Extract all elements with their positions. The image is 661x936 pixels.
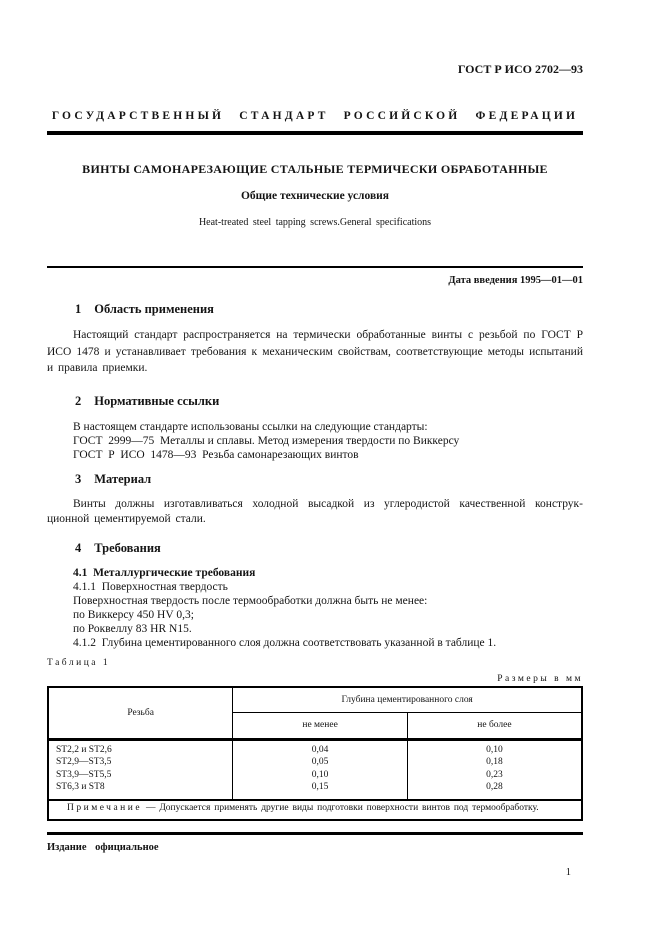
section-2-title: Нормативные ссылки [94,393,220,408]
reference-gost-r-iso-1478: ГОСТ Р ИСО 1478—93 Резьба самонарезающих винтов [73,448,359,461]
section-3-paragraph: Винты должны изготавливаться холодной высадкой из углеродистой качественной конструкционной цементируемой стали. [47,497,583,525]
cell-max: 0,18 [486,757,503,767]
table-body [48,739,582,800]
cell-max: 0,10 [407,739,582,756]
table-units-note: Размеры в мм [497,673,583,684]
subsection-4-1-1: 4.1.1 Поверхностная твердость [73,580,228,593]
section-4-title: Требования [94,540,161,555]
subsection-4-1-2: 4.1.2 Глубина цементированного слоя должна соответствовать указанной в таблице 1. [73,636,497,649]
section-1-paragraph: Настоящий стандарт распространяется на термически обработанные винты с резьбой по ГОСТ Р ИСО 1478 и устанавливает требования к механическим свойствам, соответствующие методы испытаний и правила приемки. [47,329,583,374]
cell-min: 0,05 [233,756,408,769]
document-subtitle: Общие технические условия [240,190,390,202]
subsection-4-1: 4.1 Металлургические требования [73,566,256,579]
section-2-intro: В настоящем стандарте использованы ссылки на следующие стандарты: [73,420,428,433]
cell-thread: ST2,2 и ST2,6 [48,739,233,756]
table-row [48,756,582,769]
vickers-hardness-value: по Виккерсу 450 HV 0,3; [73,608,194,621]
effective-date: Дата введения 1995—01—01 [448,275,583,286]
table-note-label: Примечание [67,802,143,813]
section-1-title: Область применения [94,302,214,316]
page-number: 1 [565,867,571,878]
column-header-thread: Резьба [48,687,233,740]
cell-min: 0,10 [233,769,408,782]
separator-rule [47,266,583,268]
cell-min: 0,15 [233,781,408,800]
cell-max: 0,28 [486,782,503,792]
section-2-number: 2 [75,393,82,408]
rockwell-hardness-value: по Роквеллу 83 HR N15. [73,622,192,635]
section-3-title: Материал [94,471,152,486]
case-depth-table [47,686,583,822]
section-3-heading [47,471,583,487]
table-note [48,800,582,821]
reference-gost-2999: ГОСТ 2999—75 Металлы и сплавы. Метод измерения твердости по Виккерсу [73,434,460,447]
section-4-number: 4 [75,540,82,555]
table-label: Таблица 1 [47,657,111,668]
document-title: ВИНТЫ САМОНАРЕЗАЮЩИЕ СТАЛЬНЫЕ ТЕРМИЧЕСКИ ОБРАБОТАННЫЕ [82,162,548,176]
table-row [48,739,582,756]
section-1-heading [47,301,583,317]
cell-min: 0,04 [233,739,408,756]
column-header-min: не менее [233,712,408,739]
section-3-number: 3 [75,471,82,486]
table-note-row [48,800,582,821]
section-4-heading [47,540,583,556]
column-header-max: не более [477,720,512,730]
column-group-header: Глубина цементированного слоя [233,687,582,713]
cell-thread: ST2,9—ST3,5 [48,756,233,769]
section-1-number: 1 [75,302,82,316]
cell-thread: ST6,3 и ST8 [48,781,233,800]
header-rule [47,131,583,135]
doc-number: ГОСТ Р ИСО 2702—93 [457,62,583,76]
table-note-text: — Допускается применять другие виды подготовки поверхности винтов под термообработку. [142,802,539,813]
cell-thread: ST3,9—ST5,5 [48,769,233,782]
hardness-requirement-intro: Поверхностная твердость после термообработки должна быть не менее: [73,594,428,607]
table-row [48,769,582,782]
table-row [48,781,582,800]
federal-standard-line: ГОСУДАРСТВЕННЫЙ СТАНДАРТ РОССИЙСКОЙ ФЕДЕРАЦИИ [51,110,579,122]
section-2-heading [47,393,583,409]
document-title-english: Heat-treated steel tapping screws.General specifications [198,217,432,228]
table-header [48,687,582,740]
cell-max: 0,23 [486,769,503,780]
footer-rule [47,832,583,835]
edition-note: Издание официальное [47,842,159,853]
